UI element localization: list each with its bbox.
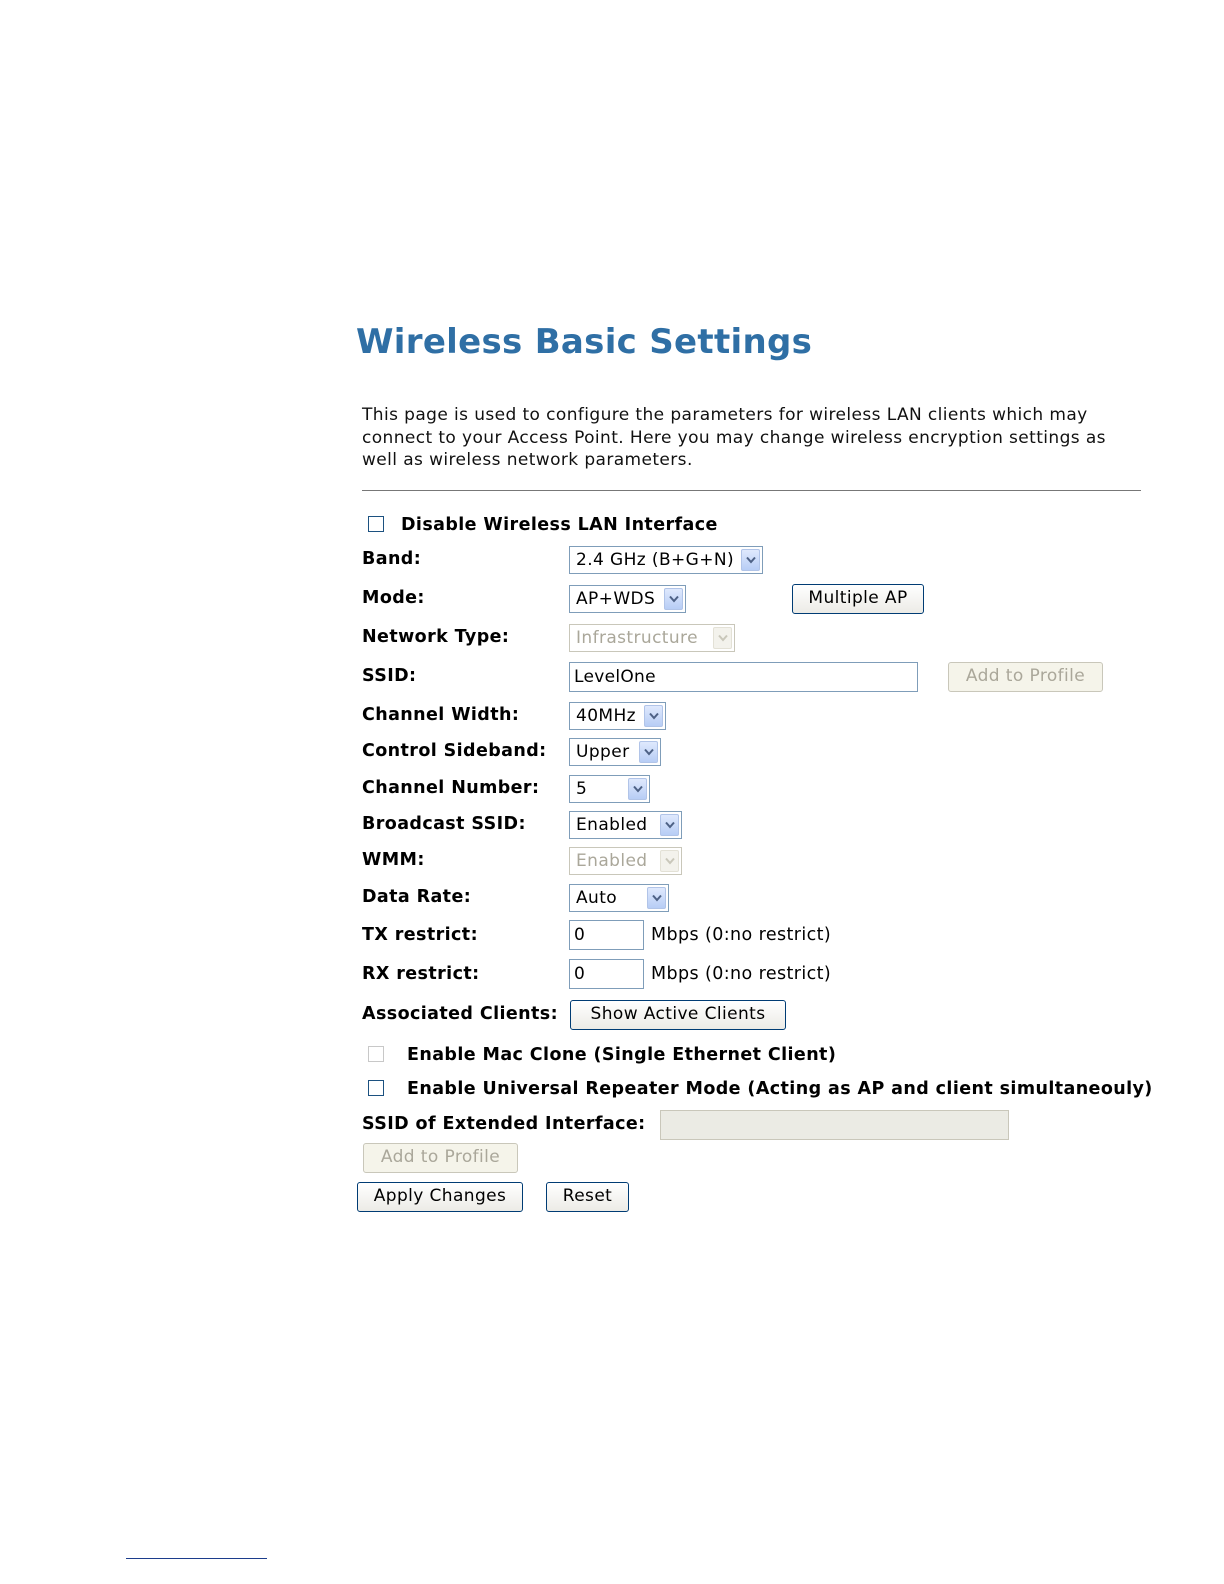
channel-width-value: 40MHz — [576, 706, 637, 726]
chevron-down-icon — [628, 778, 647, 800]
chevron-down-icon — [660, 814, 679, 836]
mode-select[interactable] — [569, 585, 686, 613]
wmm-select[interactable] — [569, 847, 682, 875]
disable-wlan-checkbox[interactable] — [368, 516, 384, 532]
rx-restrict-unit: Mbps (0:no restrict) — [651, 964, 832, 984]
channel-number-value: 5 — [576, 779, 588, 799]
wmm-value: Enabled — [576, 851, 648, 871]
ssid-label: SSID: — [362, 666, 417, 686]
control-sideband-value: Upper — [576, 742, 630, 762]
chevron-down-icon — [713, 627, 732, 649]
mode-value: AP+WDS — [576, 589, 656, 609]
page-description: This page is used to configure the parameters for wireless LAN clients which may connect to your Access Point. Here you may change wireless encryption settings as well as wireless network parameters. — [362, 405, 1106, 470]
mac-clone-label: Enable Mac Clone (Single Ethernet Client) — [407, 1045, 837, 1065]
wmm-label: WMM: — [362, 850, 425, 870]
broadcast-ssid-select[interactable] — [569, 811, 682, 839]
ssid-value: LevelOne — [574, 667, 656, 687]
divider — [362, 490, 1141, 491]
data-rate-value: Auto — [576, 888, 618, 908]
network-type-label: Network Type: — [362, 627, 510, 647]
rx-restrict-input[interactable] — [569, 959, 644, 989]
tx-restrict-label: TX restrict: — [362, 925, 478, 945]
ssid-input[interactable] — [569, 662, 918, 692]
broadcast-ssid-value: Enabled — [576, 815, 648, 835]
channel-number-label: Channel Number: — [362, 778, 540, 798]
rx-restrict-value: 0 — [574, 964, 586, 984]
band-label: Band: — [362, 549, 422, 569]
rx-restrict-label: RX restrict: — [362, 964, 480, 984]
tx-restrict-value: 0 — [574, 925, 586, 945]
page-title: Wireless Basic Settings — [356, 322, 813, 362]
show-active-clients-button[interactable]: Show Active Clients — [570, 1000, 786, 1030]
band-value: 2.4 GHz (B+G+N) — [576, 550, 735, 570]
reset-button[interactable]: Reset — [546, 1182, 629, 1212]
chevron-down-icon — [741, 549, 760, 571]
extended-ssid-input[interactable] — [660, 1110, 1009, 1140]
disable-wlan-label: Disable Wireless LAN Interface — [401, 515, 718, 535]
universal-repeater-label: Enable Universal Repeater Mode (Acting as AP and client simultaneouly) — [407, 1079, 1153, 1099]
chevron-down-icon — [644, 705, 663, 727]
data-rate-label: Data Rate: — [362, 887, 472, 907]
chevron-down-icon — [664, 588, 683, 610]
tx-restrict-input[interactable] — [569, 920, 644, 950]
network-type-select[interactable] — [569, 624, 735, 652]
extended-add-to-profile-button[interactable]: Add to Profile — [363, 1143, 518, 1173]
extended-ssid-label: SSID of Extended Interface: — [362, 1114, 646, 1134]
network-type-value: Infrastructure — [576, 628, 698, 648]
control-sideband-label: Control Sideband: — [362, 741, 547, 761]
channel-width-label: Channel Width: — [362, 705, 520, 725]
footer-rule — [126, 1558, 267, 1559]
band-select[interactable] — [569, 546, 763, 574]
chevron-down-icon — [660, 850, 679, 872]
mode-label: Mode: — [362, 588, 425, 608]
channel-number-select[interactable] — [569, 775, 650, 803]
data-rate-select[interactable] — [569, 884, 669, 912]
broadcast-ssid-label: Broadcast SSID: — [362, 814, 526, 834]
channel-width-select[interactable] — [569, 702, 666, 730]
ssid-add-to-profile-button[interactable]: Add to Profile — [948, 662, 1103, 692]
associated-clients-label: Associated Clients: — [362, 1004, 558, 1024]
chevron-down-icon — [639, 741, 658, 763]
chevron-down-icon — [647, 887, 666, 909]
tx-restrict-unit: Mbps (0:no restrict) — [651, 925, 832, 945]
universal-repeater-checkbox[interactable] — [368, 1080, 384, 1096]
mac-clone-checkbox[interactable] — [368, 1046, 384, 1062]
control-sideband-select[interactable] — [569, 738, 661, 766]
apply-changes-button[interactable]: Apply Changes — [357, 1182, 523, 1212]
multiple-ap-button[interactable]: Multiple AP — [792, 584, 924, 614]
